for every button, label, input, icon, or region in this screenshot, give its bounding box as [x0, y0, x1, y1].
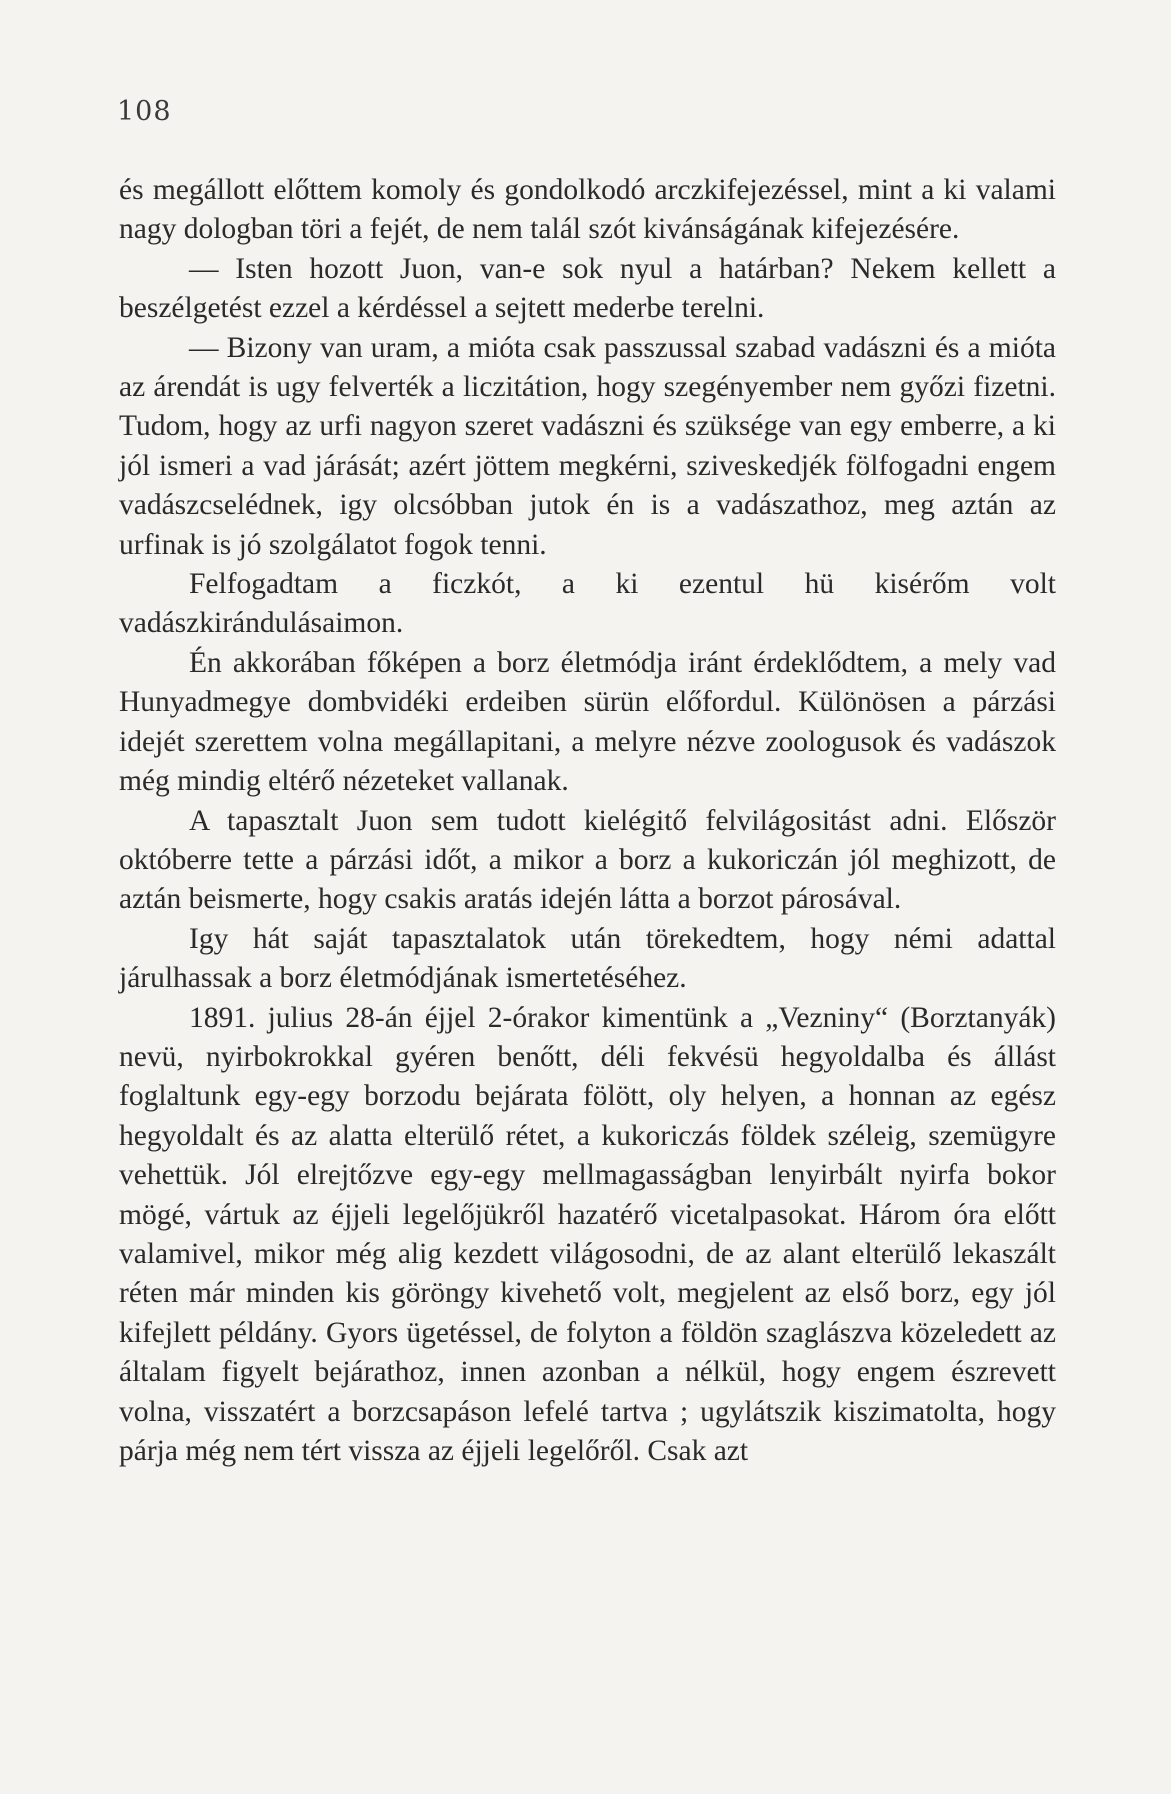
page-number: 108 — [117, 96, 172, 127]
body-text — [119, 171, 1056, 1471]
paragraph-3: — Bizony van uram, a mióta csak passzussal szabad vadászni és a mióta az árendát is ugy felverték a liczitátion, hogy szegényember nem győzi fizetni. Tudom, hogy az urfi nagyon szeret vadászni és szüksége van egy emberre, a ki jól ismeri a vad járását; azért jöttem megkérni, sziveskedjék fölfogadni engem vadászcselédnek, igy olcsóbban jutok én is a vadászathoz, meg aztán az urfinak is jó szolgálatot fogok tenni. — [119, 331, 1056, 561]
paragraph-4: Felfogadtam a ficzkót, a ki ezentul hü kisérőm volt vadászkirándulásaimon. — [119, 568, 1056, 640]
paragraph-2: — Isten hozott Juon, van-e sok nyul a határban? Nekem kellett a beszélgetést ezzel a kérdéssel a sejtett mederbe terelni. — [119, 252, 1056, 325]
paragraph-8: 1891. julius 28-án éjjel 2-órakor kimentünk a „Vezniny“ (Borztanyák) nevü, nyirbokrokkal gyéren benőtt, déli fekvésü hegyoldalba és állást foglaltunk egy-egy borzodu bejárata fölött, oly helyen, a honnan az egész hegyoldalt és az alatta elterülő rétet, a kukoriczás földek széleig, szemügyre vehettük. Jól elrejtőzve egy-egy mellmagasságban lenyirbált nyirfa bokor mögé, vártuk az éjjeli legelőjükről hazatérő vicetalpasokat. Három óra előtt valamivel, mikor még alig kezdett világosodni, de az alant elterülő lekaszált réten már minden kis göröngy kivehető volt, megjelent az első borz, egy jól kifejlett példány. Gyors ügetéssel, de folyton a földön szaglászva közeledett az általam figyelt bejárathoz, innen azonban a nélkül, hogy engem észrevett volna, visszatért a borzcsapáson lefelé tartva ; ugylátszik kiszimatolta, hogy párja még nem tért vissza az éjjeli legelőről. Csak azt — [119, 1001, 1056, 1467]
paragraph-5: Én akkorában főképen a borz életmódja iránt érdeklődtem, a mely vad Hunyadmegye dombvidéki erdeiben sürün előfordul. Különösen a párzási idejét szerettem volna megállapitani, a melyre nézve zoologusok és vadászok még mindig eltérő nézeteket vallanak. — [119, 646, 1056, 798]
paragraph-7: Igy hát saját tapasztalatok után törekedtem, hogy némi adattal járulhassak a borz életmódjának ismertetéséhez. — [119, 922, 1056, 995]
paragraph-6: A tapasztalt Juon sem tudott kielégitő felvilágositást adni. Először októberre tette a párzási időt, a mikor a borz a kukoriczán jól meghizott, de aztán beismerte, hogy csakis aratás idején látta a borzot párosával. — [119, 804, 1056, 916]
paragraph-1: és megállott előttem komoly és gondolkodó arczkifejezéssel, mint a ki valami nagy dologban töri a fejét, de nem talál szót kivánságának kifejezésére. — [119, 174, 1056, 246]
